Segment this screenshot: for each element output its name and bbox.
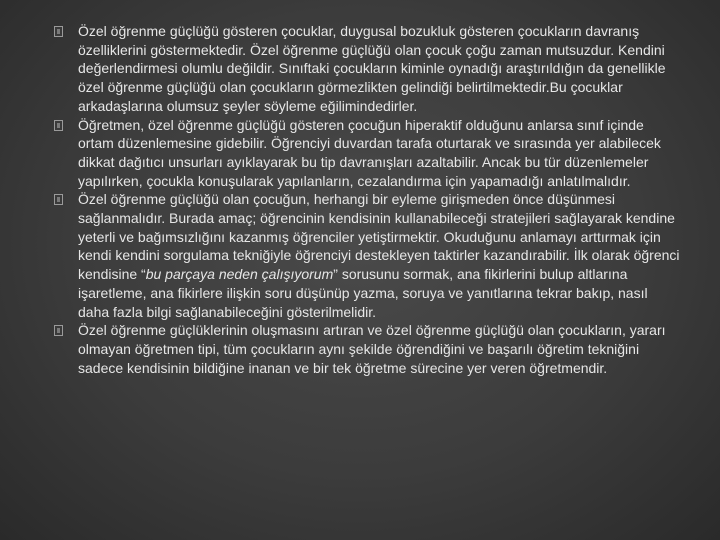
bullet-text: Özel öğrenme güçlüğü gösteren çocuklar, duygusal bozukluk gösteren çocukların davranış özelliklerini göstermektedir. Özel öğrenme güçlüğü olan çocuk çoğu zaman mutsuzdur. Kendini değerlendirmesi olumlu değildir. Sınıftaki çocukların kiminle oynadığı araştırıldığın da genellikle özel öğrenme güçlüğü olan çocukların görmezlikten gelindiği belirtilmektedir.Bu çocuklar arkadaşlarına olumsuz şeyler söyleme eğilimindedirler. [78,23,666,114]
bullet-text: Öğretmen, özel öğrenme güçlüğü gösteren çocuğun hiperaktif olduğunu anlarsa sınıf içinde ortam düzenlemesine gidebilir. Öğrenciyi duvardan tarafa oturtarak ve sırasında yer alabilecek dikkat dağıtıcı unsurları ayıklayarak bu tip davranışları azaltabilir. Ancak bu tür düzenlemeler yapılırken, çocukla konuşularak yapılanların, cezalandırma için yapamadığı anlatılmalıdır. [78,116,661,189]
bullet-item [52,190,682,321]
square-bullet-icon [54,26,63,37]
slide-content [52,22,682,377]
bullet-list [52,22,682,377]
bullet-text-italic: bu parçaya neden çalışıyorum [145,266,334,283]
bullet-text: Özel öğrenme güçlüklerinin oluşmasını artıran ve özel öğrenme güçlüğü olan çocukların, yararı olmayan öğretmen tipi, tüm çocukların aynı şekilde öğrendiğini ve başarılı öğretim tekniğini sadece kendisinin bildiğine inanan ve bir tek öğretme sürecine yer veren öğretmendir. [78,322,666,376]
square-bullet-icon [54,325,63,336]
square-bullet-icon [54,194,63,205]
square-bullet-icon [54,120,63,131]
bullet-text-start: Özel öğrenme güçlüğü olan çocuğun, herhangi bir eyleme girişmeden önce düşünmesi sağlanmalıdır. Burada amaç; öğrencinin kendisinin kullanabileceği stratejileri sağlayarak kendine yeterli ve bağımsızlığını kazanmış öğrenciler yetiştirmektir. Okuduğunu anlamayı arttırmak için kendi kendini sorgulama tekniğiyle öğrenciyi destekleyen taktirler kazandırabilir. İlk olarak öğrenci kendisine “ [78,191,680,283]
bullet-item [52,321,682,377]
bullet-text-end: ” sorusunu sormak, ana fikirlerini bulup altlarına işaretleme, ana fikirlere ilişkin soru düşünüp yazma, soruya ve yanıtlarına tekrar bakıp, nasıl daha fazla bilgi sağlanabileceğini gösterilmelidir. [78,266,648,320]
bullet-item [52,116,682,191]
bullet-item [52,22,682,116]
